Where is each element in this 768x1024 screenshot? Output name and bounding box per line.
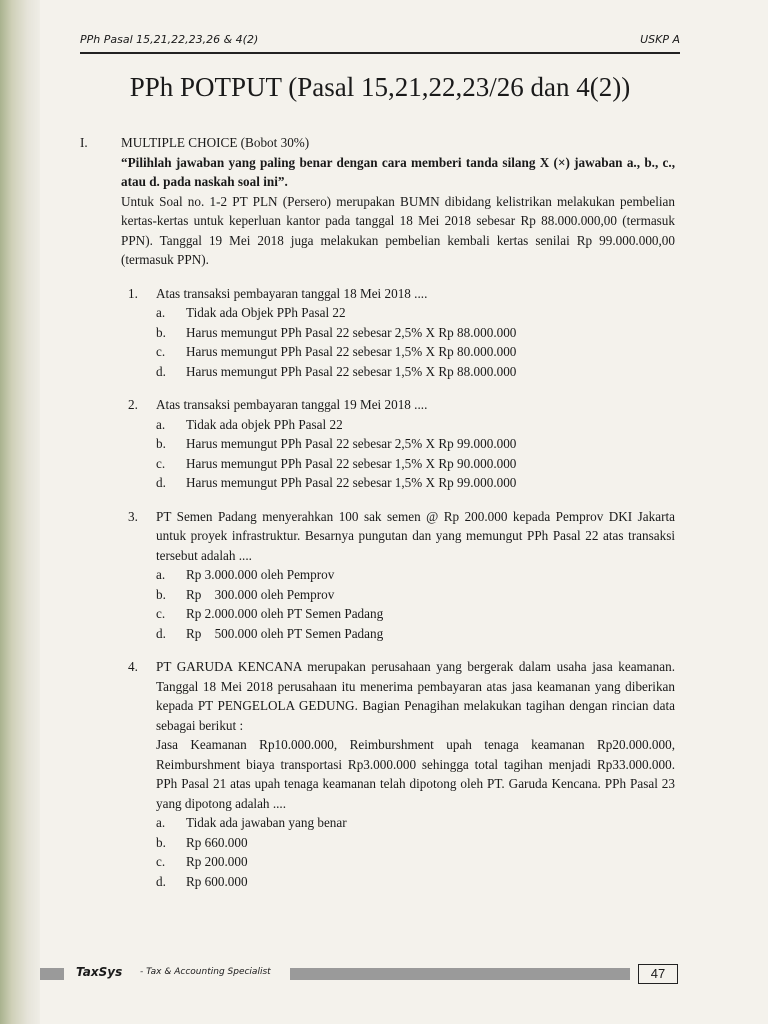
question-1	[128, 284, 675, 382]
question-number: 2.	[128, 397, 138, 412]
option-text: Harus memungut PPh Pasal 22 sebesar 1,5% X Rp 99.000.000	[186, 475, 517, 490]
page-title: PPh POTPUT (Pasal 15,21,22,23/26 dan 4(2))	[129, 72, 631, 102]
question-text: PT Semen Padang menyerahkan 100 sak semen @ Rp 200.000 kepada Pemprov DKI Jakarta untuk proyek infrastruktur. Besarnya pungutan dan yang memungut PPh Pasal 22 atas transaksi tersebut adalah ....	[156, 508, 675, 563]
option-text: Rp 2.000.000 oleh PT Semen Padang	[186, 606, 384, 621]
option-b	[156, 323, 675, 343]
option-a	[156, 303, 675, 323]
option-d	[156, 362, 675, 382]
option-letter: c.	[156, 854, 166, 869]
option-text: Rp 3.000.000 oleh Pemprov	[186, 567, 335, 582]
section-heading: MULTIPLE CHOICE (Bobot 30%)	[121, 135, 310, 150]
page-footer	[40, 963, 768, 985]
section-header	[80, 133, 675, 270]
option-letter: a.	[156, 815, 166, 830]
option-text: Rp 200.000	[186, 854, 248, 869]
footer-tagline: - Tax & Accounting Specialist	[140, 967, 271, 977]
option-letter: d.	[156, 363, 166, 379]
question-3	[128, 507, 675, 644]
option-text: Tidak ada jawaban yang benar	[186, 815, 347, 830]
option-b	[156, 585, 675, 605]
question-number: 4.	[128, 659, 138, 674]
footer-bar	[290, 968, 630, 980]
footer-brand: TaxSys	[76, 965, 123, 979]
option-text: Tidak ada objek PPh Pasal 22	[186, 416, 343, 432]
option-d	[156, 872, 675, 892]
question-text: Atas transaksi pembayaran tanggal 18 Mei 2018 ....	[156, 285, 428, 301]
option-a	[156, 565, 675, 585]
option-list	[156, 565, 675, 643]
question-text-detail: Jasa Keamanan Rp10.000.000, Reimburshment upah tenaga keamanan Rp20.000.000, Reimburshment biaya transportasi Rp3.000.000 sehingga total tagihan menjadi Rp33.000.000. PPh Pasal 21 atas upah tenaga keamanan telah dipotong oleh PT. Garuda Kencana. PPh Pasal 23 yang dipotong adalah ....	[156, 737, 675, 811]
section-instruction: “Pilihlah jawaban yang paling benar dengan cara memberi tanda silang X (×) jawaban a., b., c., atau d. pada naskah soal ini”.	[121, 154, 675, 189]
option-text: Rp 660.000	[186, 834, 248, 850]
option-c	[156, 852, 675, 872]
option-text: Harus memungut PPh Pasal 22 sebesar 1,5% X Rp 80.000.000	[186, 344, 517, 359]
question-2	[128, 395, 675, 493]
section-number: I.	[80, 135, 88, 150]
option-text: Harus memungut PPh Pasal 22 sebesar 1,5% X Rp 90.000.000	[186, 455, 517, 471]
option-letter: a.	[156, 305, 166, 320]
header-right: USKP A	[640, 33, 680, 46]
option-letter: c.	[156, 455, 166, 471]
question-4	[128, 657, 675, 891]
option-letter: b.	[156, 324, 166, 340]
option-text: Rp 600.000	[186, 873, 248, 889]
option-letter: c.	[156, 344, 166, 359]
question-number: 3.	[128, 508, 138, 524]
option-letter: d.	[156, 625, 166, 641]
option-c	[156, 604, 675, 624]
footer-bar-left	[40, 968, 64, 980]
option-letter: a.	[156, 416, 166, 432]
question-number: 1.	[128, 285, 138, 301]
option-d	[156, 624, 675, 644]
option-text: Rp 300.000 oleh Pemprov	[186, 586, 335, 602]
option-a	[156, 813, 675, 833]
option-letter: b.	[156, 586, 166, 602]
option-list	[156, 813, 675, 891]
option-c	[156, 342, 675, 362]
option-text: Harus memungut PPh Pasal 22 sebesar 2,5% X Rp 99.000.000	[186, 436, 517, 451]
option-b	[156, 833, 675, 853]
option-text: Harus memungut PPh Pasal 22 sebesar 1,5% X Rp 88.000.000	[186, 363, 517, 379]
option-d	[156, 473, 675, 493]
option-a	[156, 415, 675, 435]
option-b	[156, 434, 675, 454]
option-letter: a.	[156, 567, 166, 582]
option-letter: b.	[156, 436, 166, 451]
question-text-main: PT GARUDA KENCANA merupakan perusahaan yang bergerak dalam usaha jasa keamanan. Tanggal 18 Mei 2018 perusahaan itu menerima pembayaran atas jasa keamanan yang diberikan kepada PT PENGELOLA GEDUNG. Bagian Penagihan melakukan tagihan dengan rincian data sebagai berikut :	[156, 659, 675, 733]
question-text: Atas transaksi pembayaran tanggal 19 Mei 2018 ....	[156, 397, 428, 412]
option-letter: c.	[156, 606, 166, 621]
option-text: Rp 500.000 oleh PT Semen Padang	[186, 625, 384, 641]
option-letter: d.	[156, 475, 166, 490]
option-letter: d.	[156, 873, 166, 889]
running-header	[80, 30, 680, 54]
option-c	[156, 454, 675, 474]
option-text: Harus memungut PPh Pasal 22 sebesar 2,5% X Rp 88.000.000	[186, 324, 517, 340]
option-list	[156, 415, 675, 493]
book-spine-shadow	[0, 0, 40, 1024]
header-left: PPh Pasal 15,21,22,23,26 & 4(2)	[80, 33, 259, 46]
section-intro: Untuk Soal no. 1-2 PT PLN (Persero) merupakan BUMN dibidang kelistrikan melakukan pembelian kertas-kertas untuk keperluan kantor pada tanggal 18 Mei 2018 sebesar Rp 88.000.000,00 (termasuk PPN). Tanggal 19 Mei 2018 juga melakukan pembelian kembali kertas senilai Rp 99.000.000,00 (termasuk PPN).	[121, 193, 675, 267]
option-list	[156, 303, 675, 381]
option-text: Tidak ada Objek PPh Pasal 22	[186, 305, 346, 320]
option-letter: b.	[156, 834, 166, 850]
section-multiple-choice	[80, 133, 675, 891]
question-text	[156, 657, 675, 813]
page-number: 47	[638, 964, 678, 984]
section-body	[121, 133, 675, 270]
